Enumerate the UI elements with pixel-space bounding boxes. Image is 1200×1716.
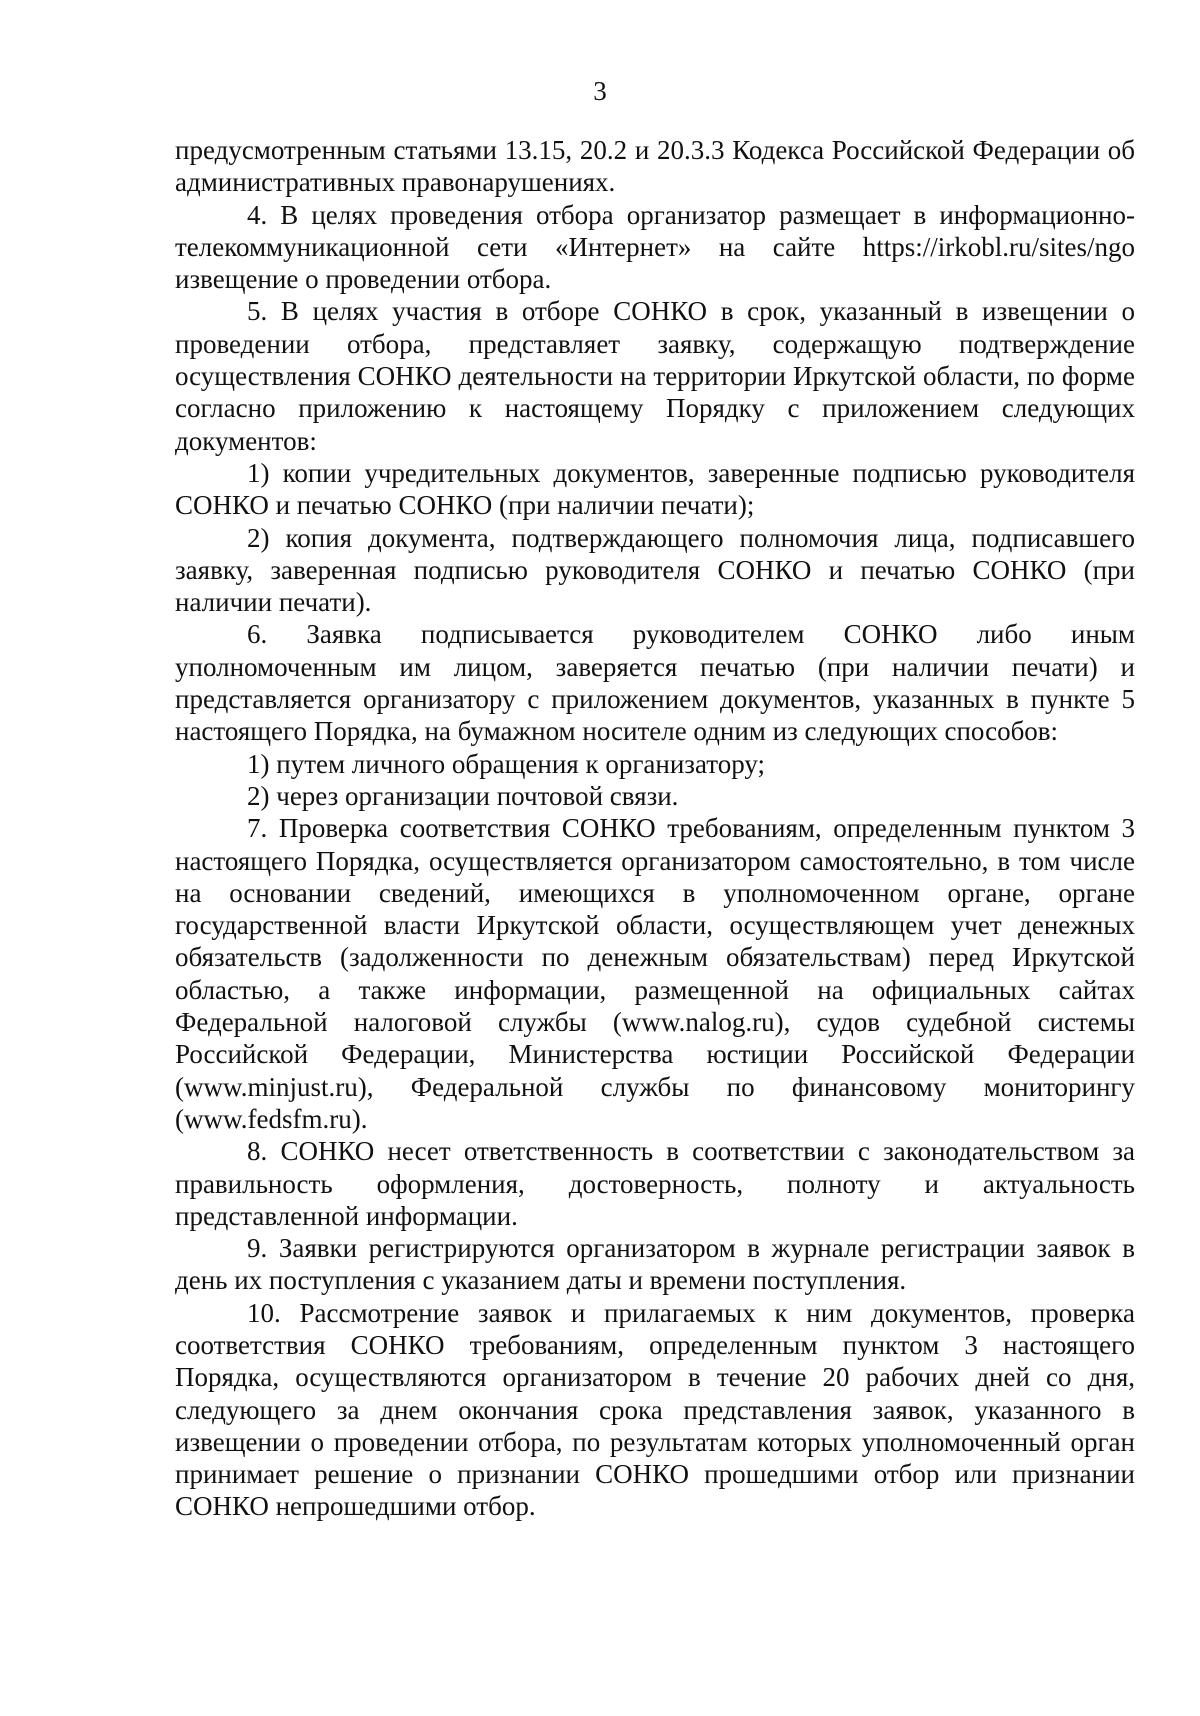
paragraph-item-5-sub-2: 2) копия документа, подтверждающего полномочия лица, подписавшего заявку, заверенная подписью руководителя СОНКО и печатью СОНКО (при наличии печати). [175, 522, 1135, 618]
paragraph-item-9: 9. Заявки регистрируются организатором в журнале регистрации заявок в день их поступления с указанием даты и времени поступления. [175, 1233, 1135, 1296]
paragraph-item-6-sub-2: 2) через организации почтовой связи. [247, 780, 679, 811]
paragraph-item-7: 7. Проверка соответствия СОНКО требованиям, определенным пунктом 3 настоящего Порядка, осуществляется организатором самостоятельно, в том числе на основании сведений, имеющихся в уполномоченном органе, органе государственной власти Иркутской области, осуществляющем учет денежных обязательств (задолженности по денежным обязательствам) перед Иркутской областью, а также информации, размещенной на официальных сайтах Федеральной налоговой службы (www.nalog.ru), судов судебной системы Российской Федерации, Министерства юстиции Российской Федерации (www.minjust.ru), Федеральной службы по финансовому мониторингу (www.fedsfm.ru). [175, 813, 1135, 1134]
paragraph-item-6: 6. Заявка подписывается руководителем СОНКО либо иным уполномоченным им лицом, заверяется печатью (при наличии печати) и представляется организатору с приложением документов, указанных в пункте 5 настоящего Порядка, на бумажном носителе одним из следующих способов: [175, 619, 1135, 747]
paragraph-item-8: 8. СОНКО несет ответственность в соответствии с законодательством за правильность оформления, достоверность, полноту и актуальность представленной информации. [175, 1136, 1135, 1231]
paragraph-item-10: 10. Рассмотрение заявок и прилагаемых к ним документов, проверка соответствия СОНКО требованиям, определенным пунктом 3 настоящего Порядка, осуществляются организатором в течение 20 рабочих дней со дня, следующего за днем окончания срока представления заявок, указанного в извещении о проведении отбора, по результатам которых уполномоченный орган принимает решение о признании СОНКО прошедшими отбор или признании СОНКО непрошедшими отбор. [175, 1297, 1135, 1522]
page-number: 3 [593, 76, 607, 106]
paragraph-item-5: 5. В целях участия в отборе СОНКО в срок, указанный в извещении о проведении отбора, представляет заявку, содержащую подтверждение осуществления СОНКО деятельности на территории Иркутской области, по форме согласно приложению к настоящему Порядку с приложением следующих документов: [175, 296, 1135, 456]
document-body [175, 134, 1135, 1523]
paragraph-item-5-sub-1: 1) копии учредительных документов, заверенные подписью руководителя СОНКО и печатью СОНКО (при наличии печати); [175, 457, 1135, 521]
paragraph-continuation: предусмотренным статьями 13.15, 20.2 и 20.3.3 Кодекса Российской Федерации об административных правонарушениях. [175, 135, 1135, 198]
paragraph-item-6-sub-1: 1) путем личного обращения к организатору; [247, 748, 765, 779]
paragraph-item-4: 4. В целях проведения отбора организатор размещает в информационно-телекоммуникационной сети «Интернет» на сайте https://irkobl.ru/sites/ngo извещение о проведении отбора. [175, 199, 1135, 295]
